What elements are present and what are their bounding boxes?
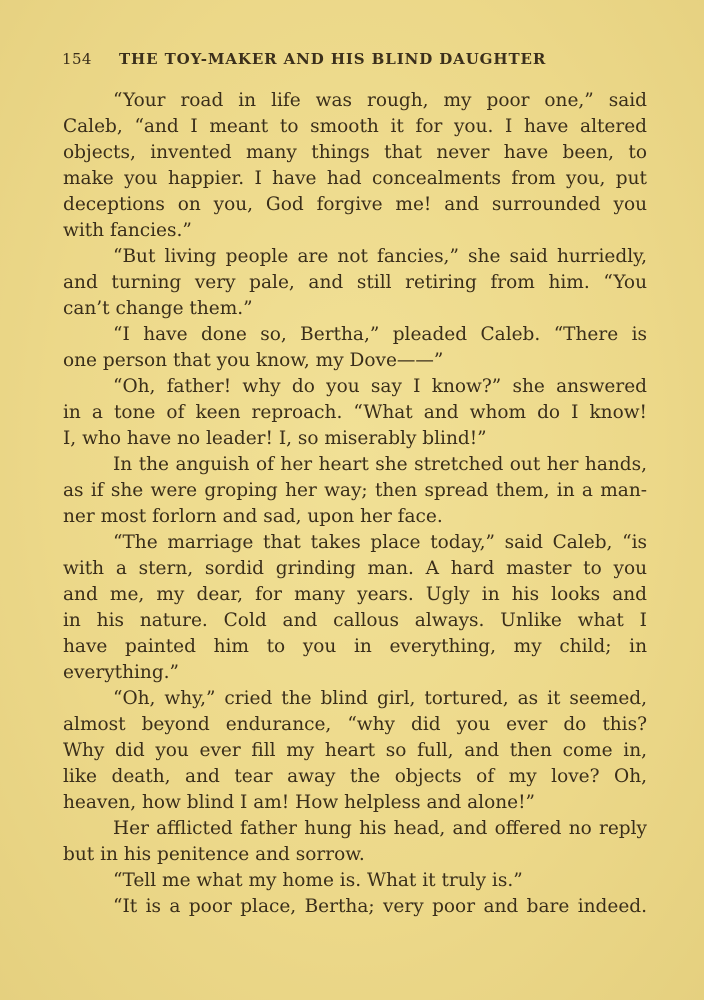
text-line: with fancies.” bbox=[63, 220, 192, 241]
text-line: as if she were groping her way; then spread them, in a man- bbox=[63, 480, 647, 501]
text-line: almost beyond endurance, “why did you ever do this? bbox=[63, 714, 647, 735]
text-line: deceptions on you, God forgive me! and surrounded you bbox=[63, 194, 647, 215]
page-number: 154 bbox=[62, 50, 92, 68]
body-text bbox=[63, 88, 647, 920]
running-title: THE TOY-MAKER AND HIS BLIND DAUGHTER bbox=[119, 50, 547, 68]
text-line: “Oh, why,” cried the blind girl, tortured, as it seemed, bbox=[113, 688, 647, 709]
text-line: make you happier. I have had concealments from you, put bbox=[63, 168, 647, 189]
text-line: can’t change them.” bbox=[63, 298, 253, 319]
text-line: Why did you ever fill my heart so full, and then come in, bbox=[63, 740, 647, 761]
page-header bbox=[62, 50, 652, 72]
text-line: “Oh, father! why do you say I know?” she answered bbox=[113, 376, 647, 397]
text-line: “I have done so, Bertha,” pleaded Caleb. “There is bbox=[113, 324, 647, 345]
text-line: Caleb, “and I meant to smooth it for you. I have altered bbox=[63, 116, 647, 137]
text-line: everything.” bbox=[63, 662, 180, 683]
text-line: heaven, how blind I am! How helpless and alone!” bbox=[63, 792, 535, 813]
text-line: one person that you know, my Dove——” bbox=[63, 350, 444, 371]
text-line: objects, invented many things that never have been, to bbox=[63, 142, 647, 163]
text-line: with a stern, sordid grinding man. A hard master to you bbox=[63, 558, 647, 579]
text-line: and me, my dear, for many years. Ugly in his looks and bbox=[63, 584, 647, 605]
text-line: “Your road in life was rough, my poor one,” said bbox=[113, 90, 647, 111]
text-line: and turning very pale, and still retiring from him. “You bbox=[63, 272, 647, 293]
text-line: in his nature. Cold and callous always. Unlike what I bbox=[63, 610, 647, 631]
text-line: In the anguish of her heart she stretched out her hands, bbox=[113, 454, 647, 475]
text-line: in a tone of keen reproach. “What and whom do I know! bbox=[63, 402, 647, 423]
text-line: “It is a poor place, Bertha; very poor and bare indeed. bbox=[113, 896, 647, 917]
text-line: ner most forlorn and sad, upon her face. bbox=[63, 506, 443, 527]
text-line: I, who have no leader! I, so miserably blind!” bbox=[63, 428, 487, 449]
text-line: but in his penitence and sorrow. bbox=[63, 844, 365, 865]
text-line: “Tell me what my home is. What it truly is.” bbox=[113, 870, 523, 891]
text-line: “The marriage that takes place today,” said Caleb, “is bbox=[113, 532, 647, 553]
text-line: Her afflicted father hung his head, and offered no reply bbox=[113, 818, 647, 839]
text-line: have painted him to you in everything, my child; in bbox=[63, 636, 647, 657]
text-line: like death, and tear away the objects of my love? Oh, bbox=[63, 766, 647, 787]
text-line: “But living people are not fancies,” she said hurriedly, bbox=[113, 246, 647, 267]
